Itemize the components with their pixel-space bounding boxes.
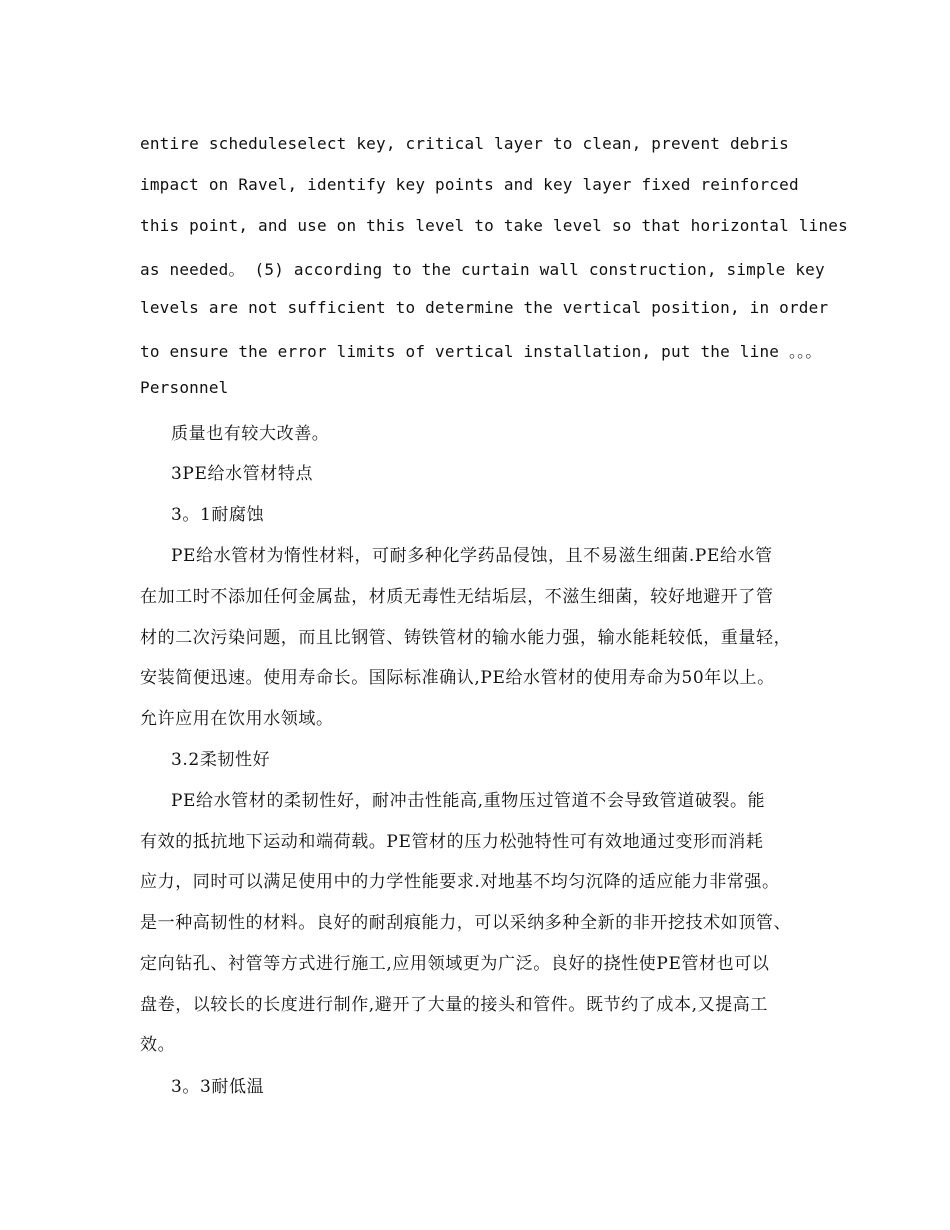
english-line-4: as needed。 (5) according to the curtain wall construction, simple key	[140, 260, 825, 279]
section-3-1-line-3: 材的二次污染问题，而且比钢管、铸铁管材的输水能力强，输水能耗较低，重量轻，	[140, 628, 792, 648]
section-heading-3: 3PE给水管材特点	[171, 464, 314, 484]
section-3-2-line-1: PE给水管材的柔韧性好，耐冲击性能高,重物压过管道不会导致管道破裂。能	[171, 791, 766, 811]
section-3-1-line-5: 允许应用在饮用水领域。	[140, 709, 334, 729]
english-line-7: Personnel	[140, 378, 229, 397]
english-line-1: entire scheduleselect key, critical layer to clean, prevent debris	[140, 134, 789, 153]
paragraph-quality: 质量也有较大改善。	[171, 424, 330, 444]
section-heading-3-2: 3.2柔韧性好	[171, 750, 271, 770]
section-3-2-line-7: 效。	[140, 1035, 176, 1055]
english-line-6: to ensure the error limits of vertical installation, put the line 。。。	[140, 342, 822, 361]
section-3-2-line-3: 应力，同时可以满足使用中的力学性能要求.对地基不均匀沉降的适应能力非常强。	[140, 872, 780, 892]
section-3-2-line-4: 是一种高韧性的材料。良好的耐刮痕能力，可以采纳多种全新的非开挖技术如顶管、	[140, 913, 792, 933]
english-line-3: this point, and use on this level to take level so that horizontal lines	[140, 216, 848, 235]
section-3-2-line-2: 有效的抵抗地下运动和端荷载。PE管材的压力松弛特性可有效地通过变形而消耗	[140, 832, 764, 852]
section-heading-3-1: 3。1耐腐蚀	[171, 505, 265, 525]
section-3-2-line-5: 定向钻孔、衬管等方式进行施工,应用领域更为广泛。良好的挠性使PE管材也可以	[140, 954, 770, 974]
section-3-1-line-4: 安装简便迅速。使用寿命长。国际标准确认,PE给水管材的使用寿命为50年以上。	[140, 668, 775, 688]
section-heading-3-3: 3。3耐低温	[171, 1077, 265, 1097]
english-line-5: levels are not sufficient to determine the vertical position, in order	[140, 298, 829, 317]
section-3-1-line-2: 在加工时不添加任何金属盐，材质无毒性无结垢层，不滋生细菌，较好地避开了管	[140, 587, 774, 607]
section-3-1-line-1: PE给水管材为惰性材料，可耐多种化学药品侵蚀，且不易滋生细菌.PE给水管	[171, 546, 773, 566]
english-line-2: impact on Ravel, identify key points and key layer fixed reinforced	[140, 175, 799, 194]
section-3-2-line-6: 盘卷，以较长的长度进行制作,避开了大量的接头和管件。既节约了成本,又提高工	[140, 995, 769, 1015]
